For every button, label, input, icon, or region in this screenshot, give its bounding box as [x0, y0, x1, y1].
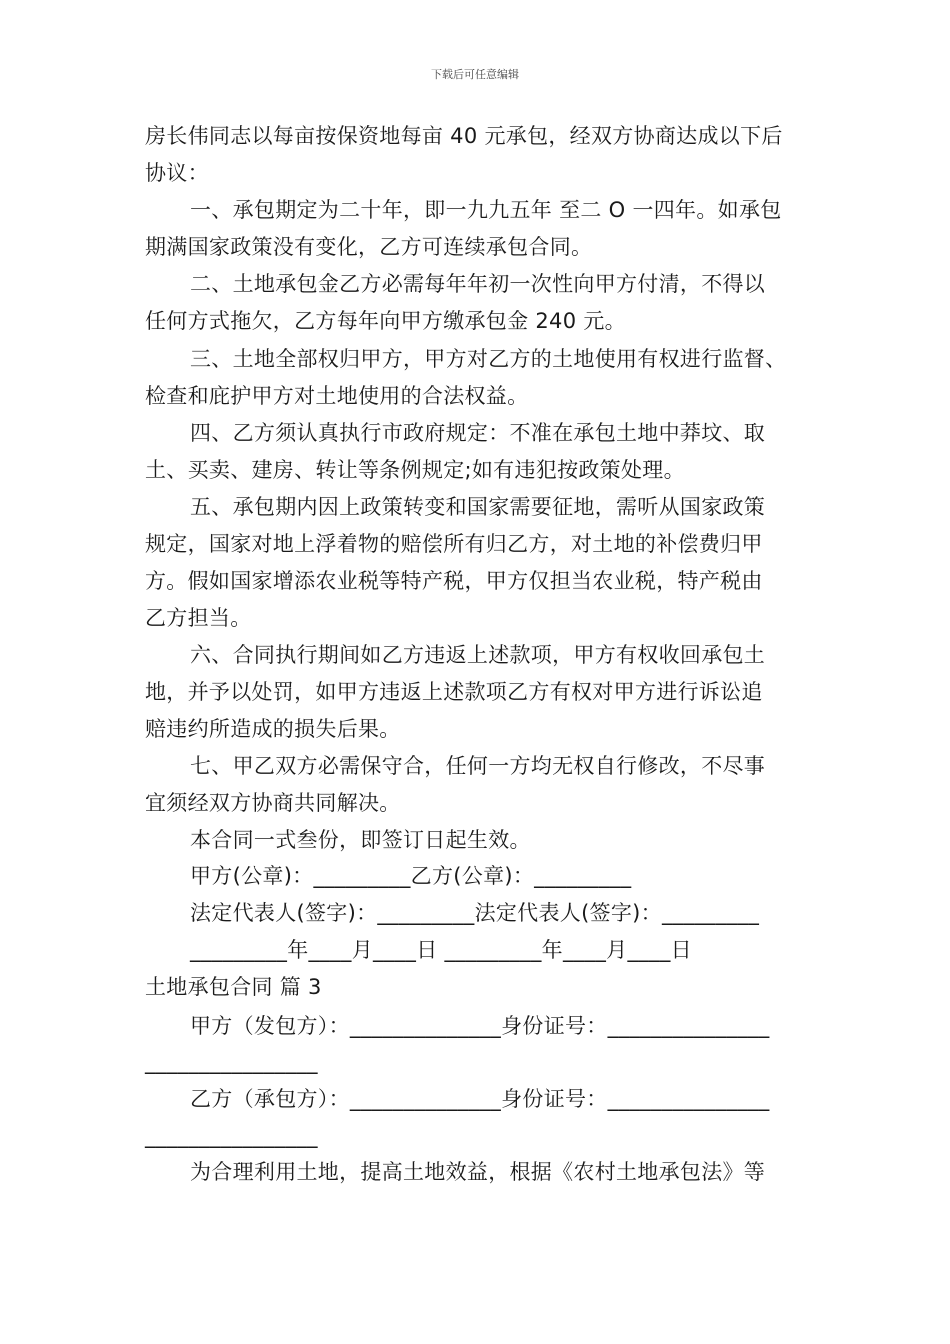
body-line: 协议：	[145, 161, 209, 185]
body-line: 规定，国家对地上浮着物的赔偿所有归乙方，对土地的补偿费归甲	[145, 532, 763, 556]
body-line: 三、土地全部权归甲方，甲方对乙方的土地使用有权进行监督、	[190, 347, 787, 371]
party-line: 甲方（发包方）：______________身份证号：_______________	[190, 1014, 770, 1038]
body-line: 期满国家政策没有变化，乙方可连续承包合同。	[145, 235, 593, 259]
body-line: 六、合同执行期间如乙方违返上述款项，甲方有权收回承包土	[190, 643, 766, 667]
blank-line: ________________	[145, 1124, 318, 1148]
body-line: 宜须经双方协商共同解决。	[145, 791, 401, 815]
body-line: 为合理利用土地，提高土地效益，根据《农村土地承包法》等	[190, 1160, 766, 1184]
body-line: 乙方担当。	[145, 606, 252, 630]
body-line: 七、甲乙双方必需保守合，任何一方均无权自行修改，不尽事	[190, 754, 766, 778]
body-line: 方。假如国家增添农业税等特产税，甲方仅担当农业税，特产税由	[145, 569, 763, 593]
body-line: 任何方式拖欠，乙方每年向甲方缴承包金 240 元。	[145, 309, 626, 333]
body-line: 一、承包期定为二十年，即一九九五年 至二 O 一四年。如承包	[190, 198, 782, 222]
body-line: 本合同一式叁份，即签订日起生效。	[190, 828, 531, 852]
body-line: 检查和庇护甲方对土地使用的合法权益。	[145, 384, 529, 408]
body-line: 四、乙方须认真执行市政府规定：不准在承包土地中莽坟、取	[190, 421, 766, 445]
date-line: _________年____月____日 _________年____月____日	[190, 938, 692, 962]
signature-line: 甲方(公章)：_________乙方(公章)：_________	[190, 864, 632, 888]
header-note: 下载后可任意编辑	[431, 68, 519, 81]
signature-line: 法定代表人(签字)：_________法定代表人(签字)：_________	[190, 901, 760, 925]
body-line: 五、承包期内因上政策转变和国家需要征地，需听从国家政策	[190, 495, 766, 519]
body-line: 房长伟同志以每亩按保资地每亩 40 元承包，经双方协商达成以下后	[145, 124, 783, 148]
body-line: 赔违约所造成的损失后果。	[145, 717, 401, 741]
body-line: 土、买卖、建房、转让等条例规定;如有违犯按政策处理。	[145, 458, 685, 482]
body-line: 二、土地承包金乙方必需每年年初一次性向甲方付清，不得以	[190, 272, 766, 296]
body-line: 地，并予以处罚，如甲方违返上述款项乙方有权对甲方进行诉讼追	[145, 680, 763, 704]
party-line: 乙方（承包方）：______________身份证号：_______________	[190, 1087, 770, 1111]
section-heading: 土地承包合同 篇 3	[145, 975, 322, 999]
blank-line: ________________	[145, 1050, 318, 1074]
